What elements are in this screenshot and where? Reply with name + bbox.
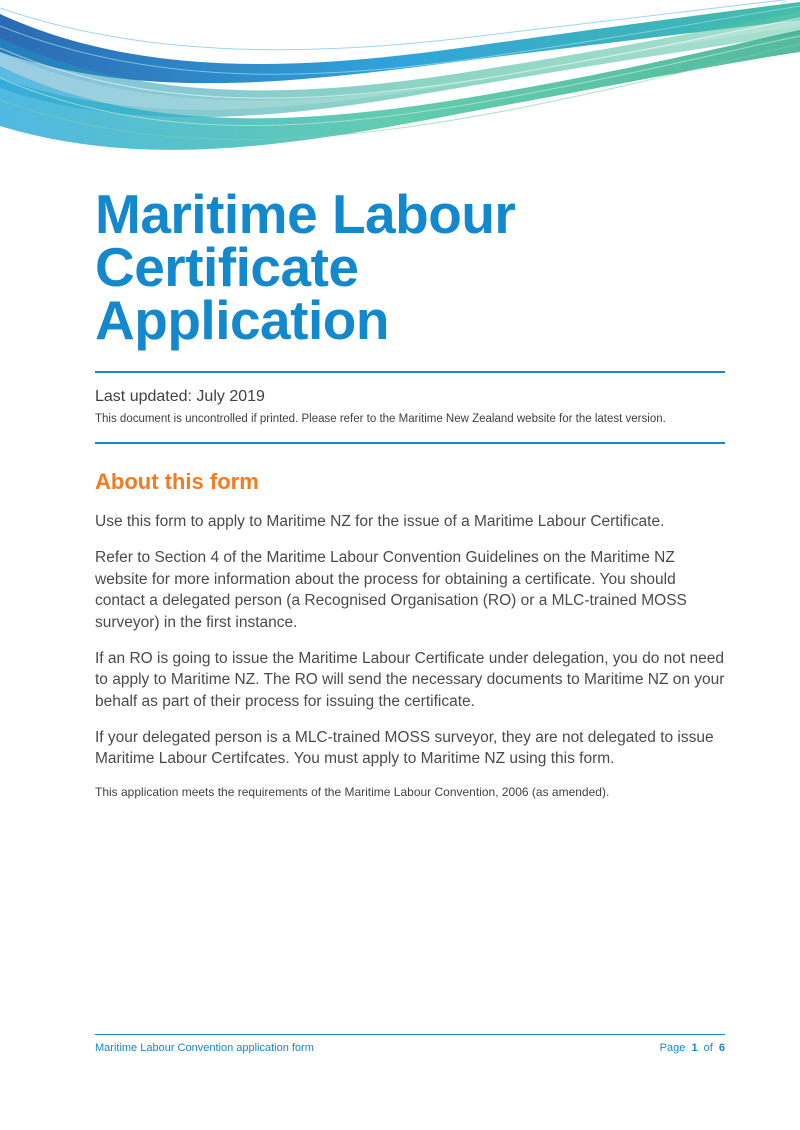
about-paragraph: Refer to Section 4 of the Maritime Labour Convention Guidelines on the Maritime NZ website for more information about the process for obtaining a certificate. You should contact a delegated person (a Recognised Organisation (RO) or a MLC-trained MOSS surveyor) in the first instance. [95,549,687,631]
footer-page-number: 1 [691,1042,698,1054]
page-title [95,183,725,351]
title-line-1: Maritime Labour [95,183,516,245]
footer-of-label: of [703,1042,713,1054]
title-line-2: Certificate [95,236,359,298]
about-paragraph: If an RO is going to issue the Maritime Labour Certificate under delegation, you do not need to apply to Maritime NZ. The RO will send the necessary documents to Maritime NZ on your behalf as part of their process for issuing the certificate. [95,649,725,710]
last-updated-text: Last updated: July 2019 [95,388,265,405]
page-footer [95,1034,725,1054]
title-divider-rule [95,371,725,373]
footer-page-indicator [660,1042,725,1054]
footer-page-total: 6 [718,1042,725,1054]
footer-document-name: Maritime Labour Convention application form [95,1042,314,1054]
about-body [95,511,725,770]
about-this-form-heading: About this form [95,469,259,494]
document-content [95,0,725,799]
uncontrolled-note: This document is uncontrolled if printed. Please refer to the Maritime New Zealand website for the latest version. [95,413,666,425]
requirements-note: This application meets the requirements of the Maritime Labour Convention, 2006 (as amended). [95,784,610,799]
about-paragraph: Use this form to apply to Maritime NZ for the issue of a Maritime Labour Certificate. [95,513,665,530]
section-divider-rule [95,442,725,444]
footer-page-label: Page [659,1042,686,1054]
title-line-3: Application [95,289,389,351]
about-paragraph: If your delegated person is a MLC-trained MOSS surveyor, they are not delegated to issue Maritime Labour Certifcates. You must apply to Maritime NZ using this form. [95,729,714,768]
